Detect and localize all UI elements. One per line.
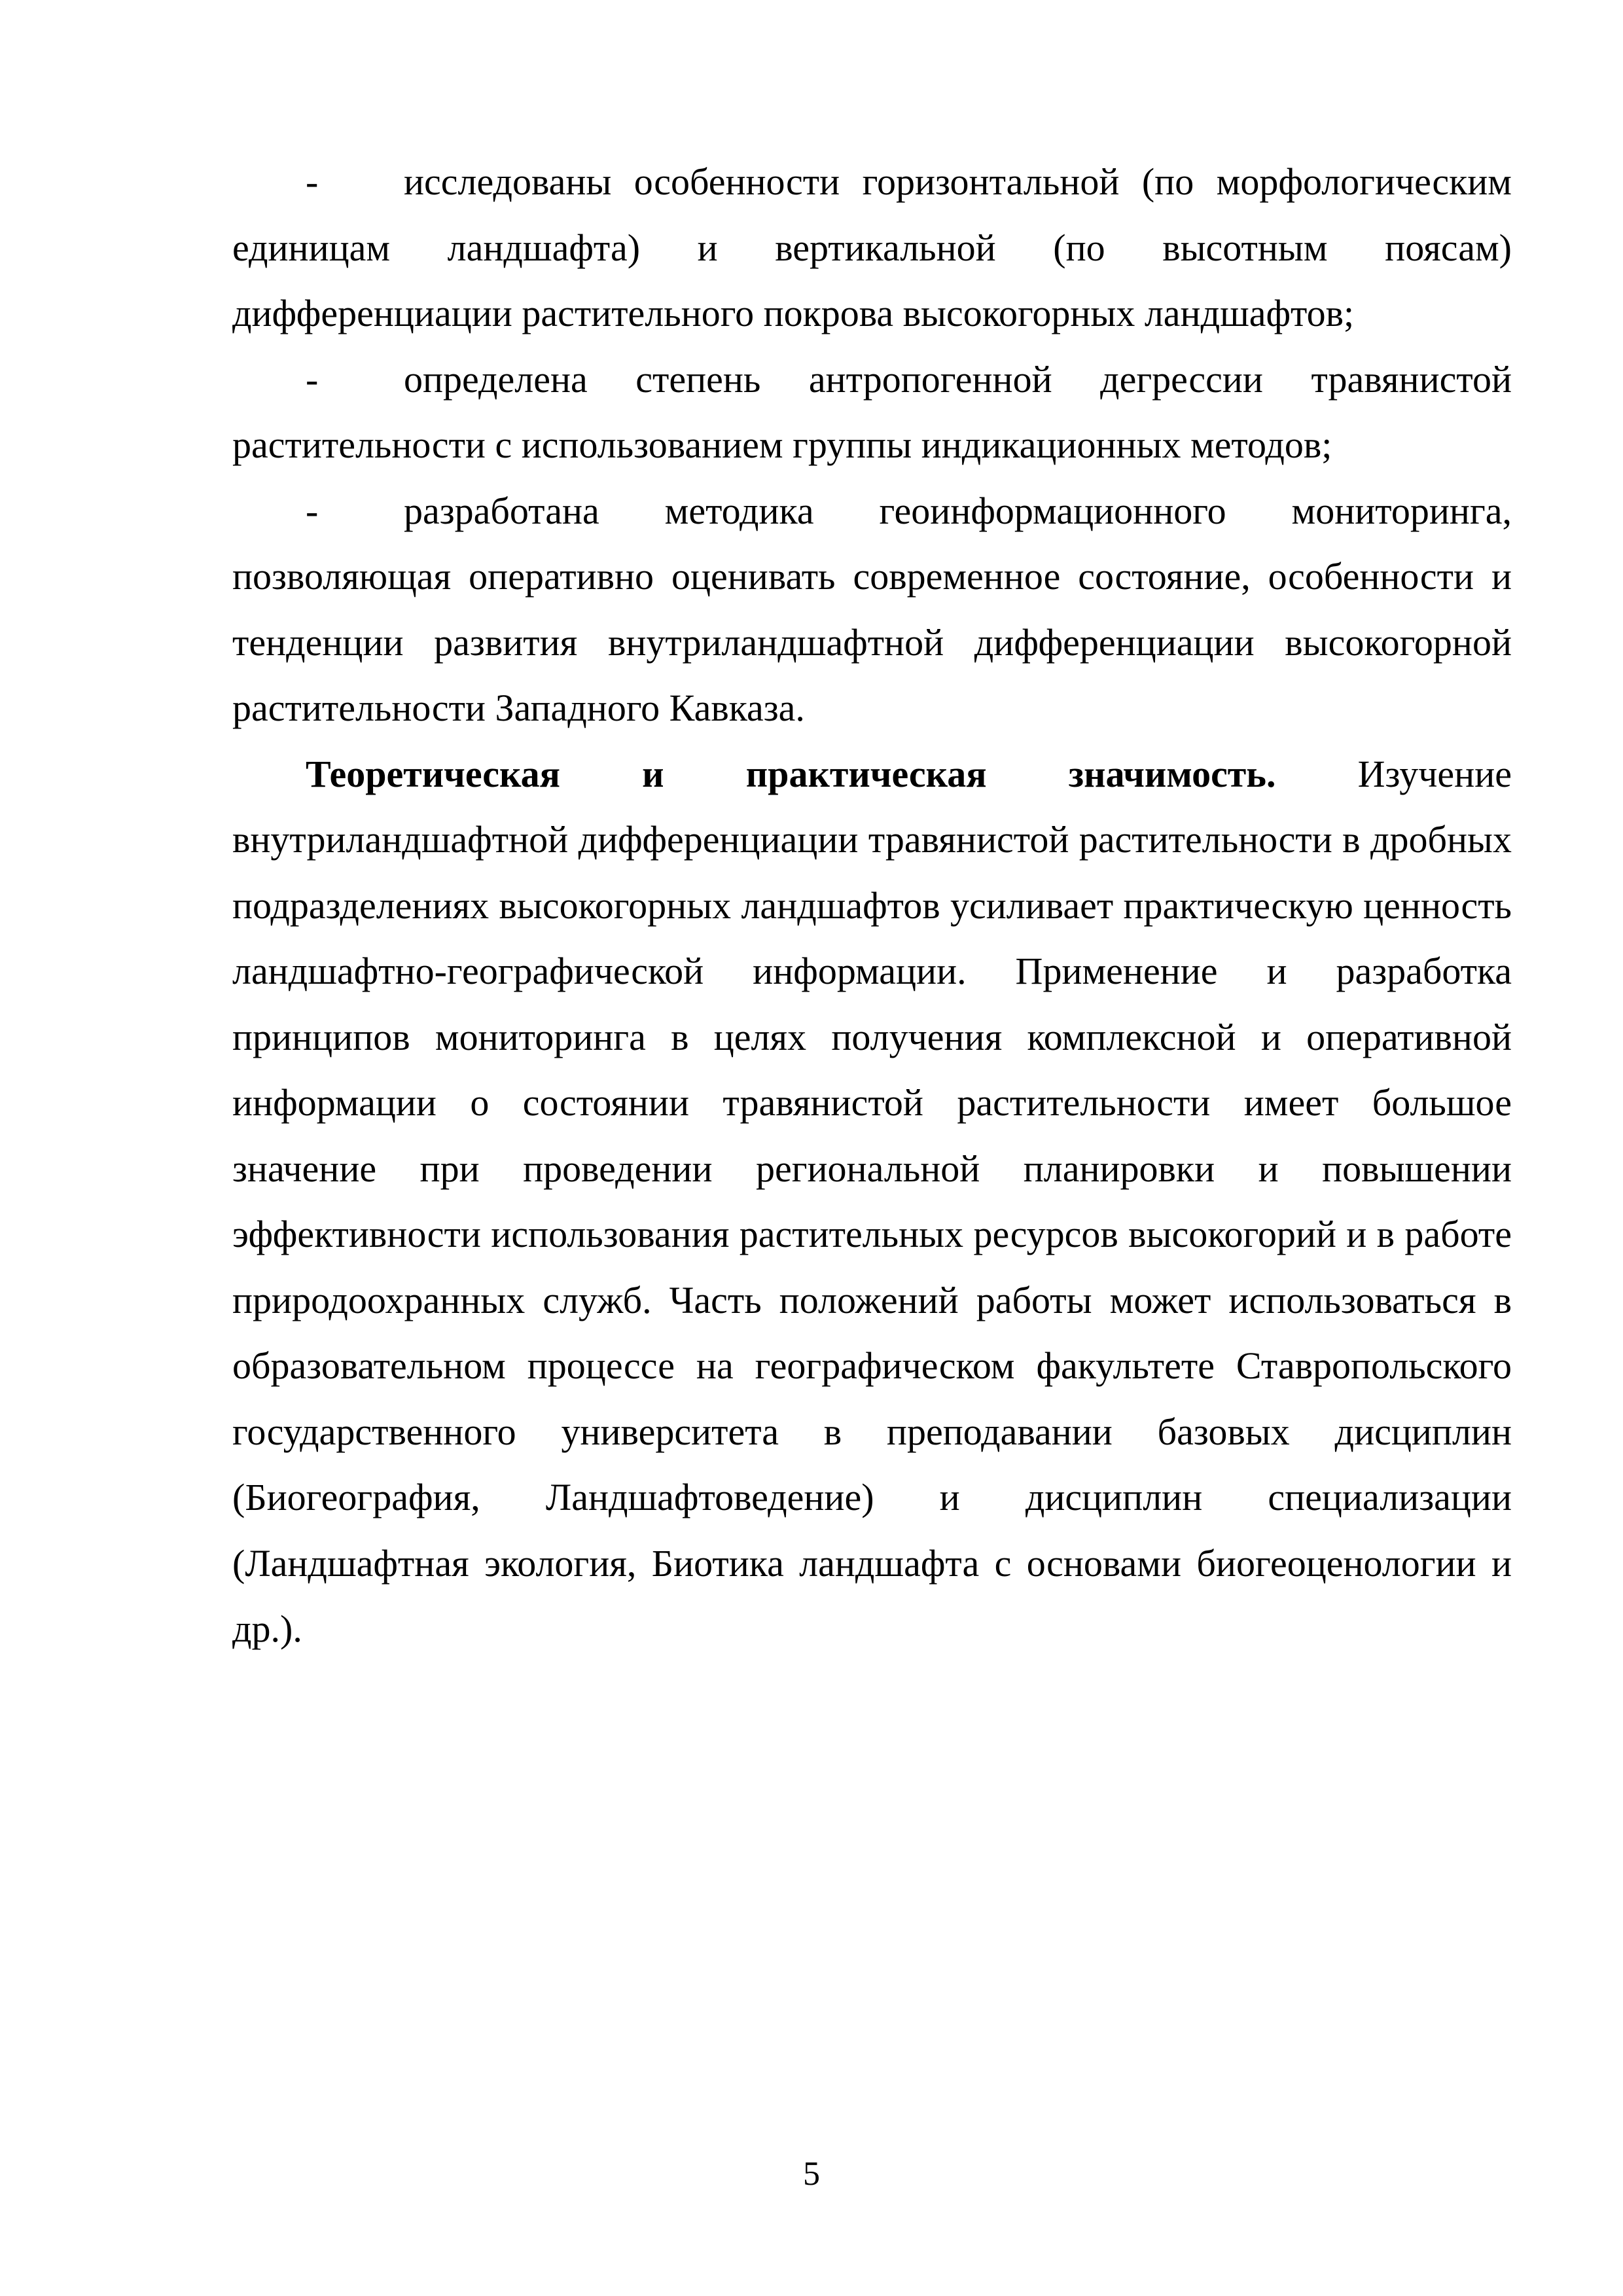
page-number: 5 <box>803 2155 820 2193</box>
significance-body: Изучение внутриландшафтной дифференциации травянистой растительности в дробных подразделениях высокогорных ландшафтов усиливает практическую ценность ландшафтно-географической информации. Применение и разработка принципов мониторинга в целях получения комплексной и оперативной информации о состоянии травянистой растительности имеет большое значение при проведении региональной планировки и повышении эффективности использования растительных ресурсов высокогорий и в работе природоохранных служб. Часть положений работы может использоваться в образовательном процессе на географическом факультете Ставропольского государственного университета в преподавании базовых дисциплин (Биогеография, Ландшафтоведение) и дисциплин специализации (Ландшафтная экология, Биотика ландшафта с основами биогеоценологии и др.). <box>232 752 1512 1650</box>
significance-paragraph <box>232 742 1512 1662</box>
bullet-dash: - <box>306 357 319 401</box>
bullet-item-geoinformation-monitoring <box>232 478 1512 742</box>
significance-heading: Теоретическая и практическая значимость. <box>306 752 1276 795</box>
bullet-text: исследованы особенности горизонтальной (по морфологическим единицам ландшафта) и вертикальной (по высотным поясам) дифференциации растительного покрова высокогорных ландшафтов; <box>232 160 1512 334</box>
bullet-text: определена степень антропогенной дегрессии травянистой растительности с использованием группы индикационных методов; <box>232 357 1512 466</box>
bullet-dash: - <box>306 489 319 532</box>
bullet-dash: - <box>306 160 319 203</box>
bullet-item-anthropogenic-degression <box>232 347 1512 478</box>
bullet-item-horizontal-vertical-differentiation <box>232 149 1512 347</box>
page-body-text <box>232 149 1512 1662</box>
bullet-text: разработана методика геоинформационного мониторинга, позволяющая оперативно оценивать современное состояние, особенности и тенденции развития внутриландшафтной дифференциации высокогорной растительности Западного Кавказа. <box>232 489 1512 729</box>
